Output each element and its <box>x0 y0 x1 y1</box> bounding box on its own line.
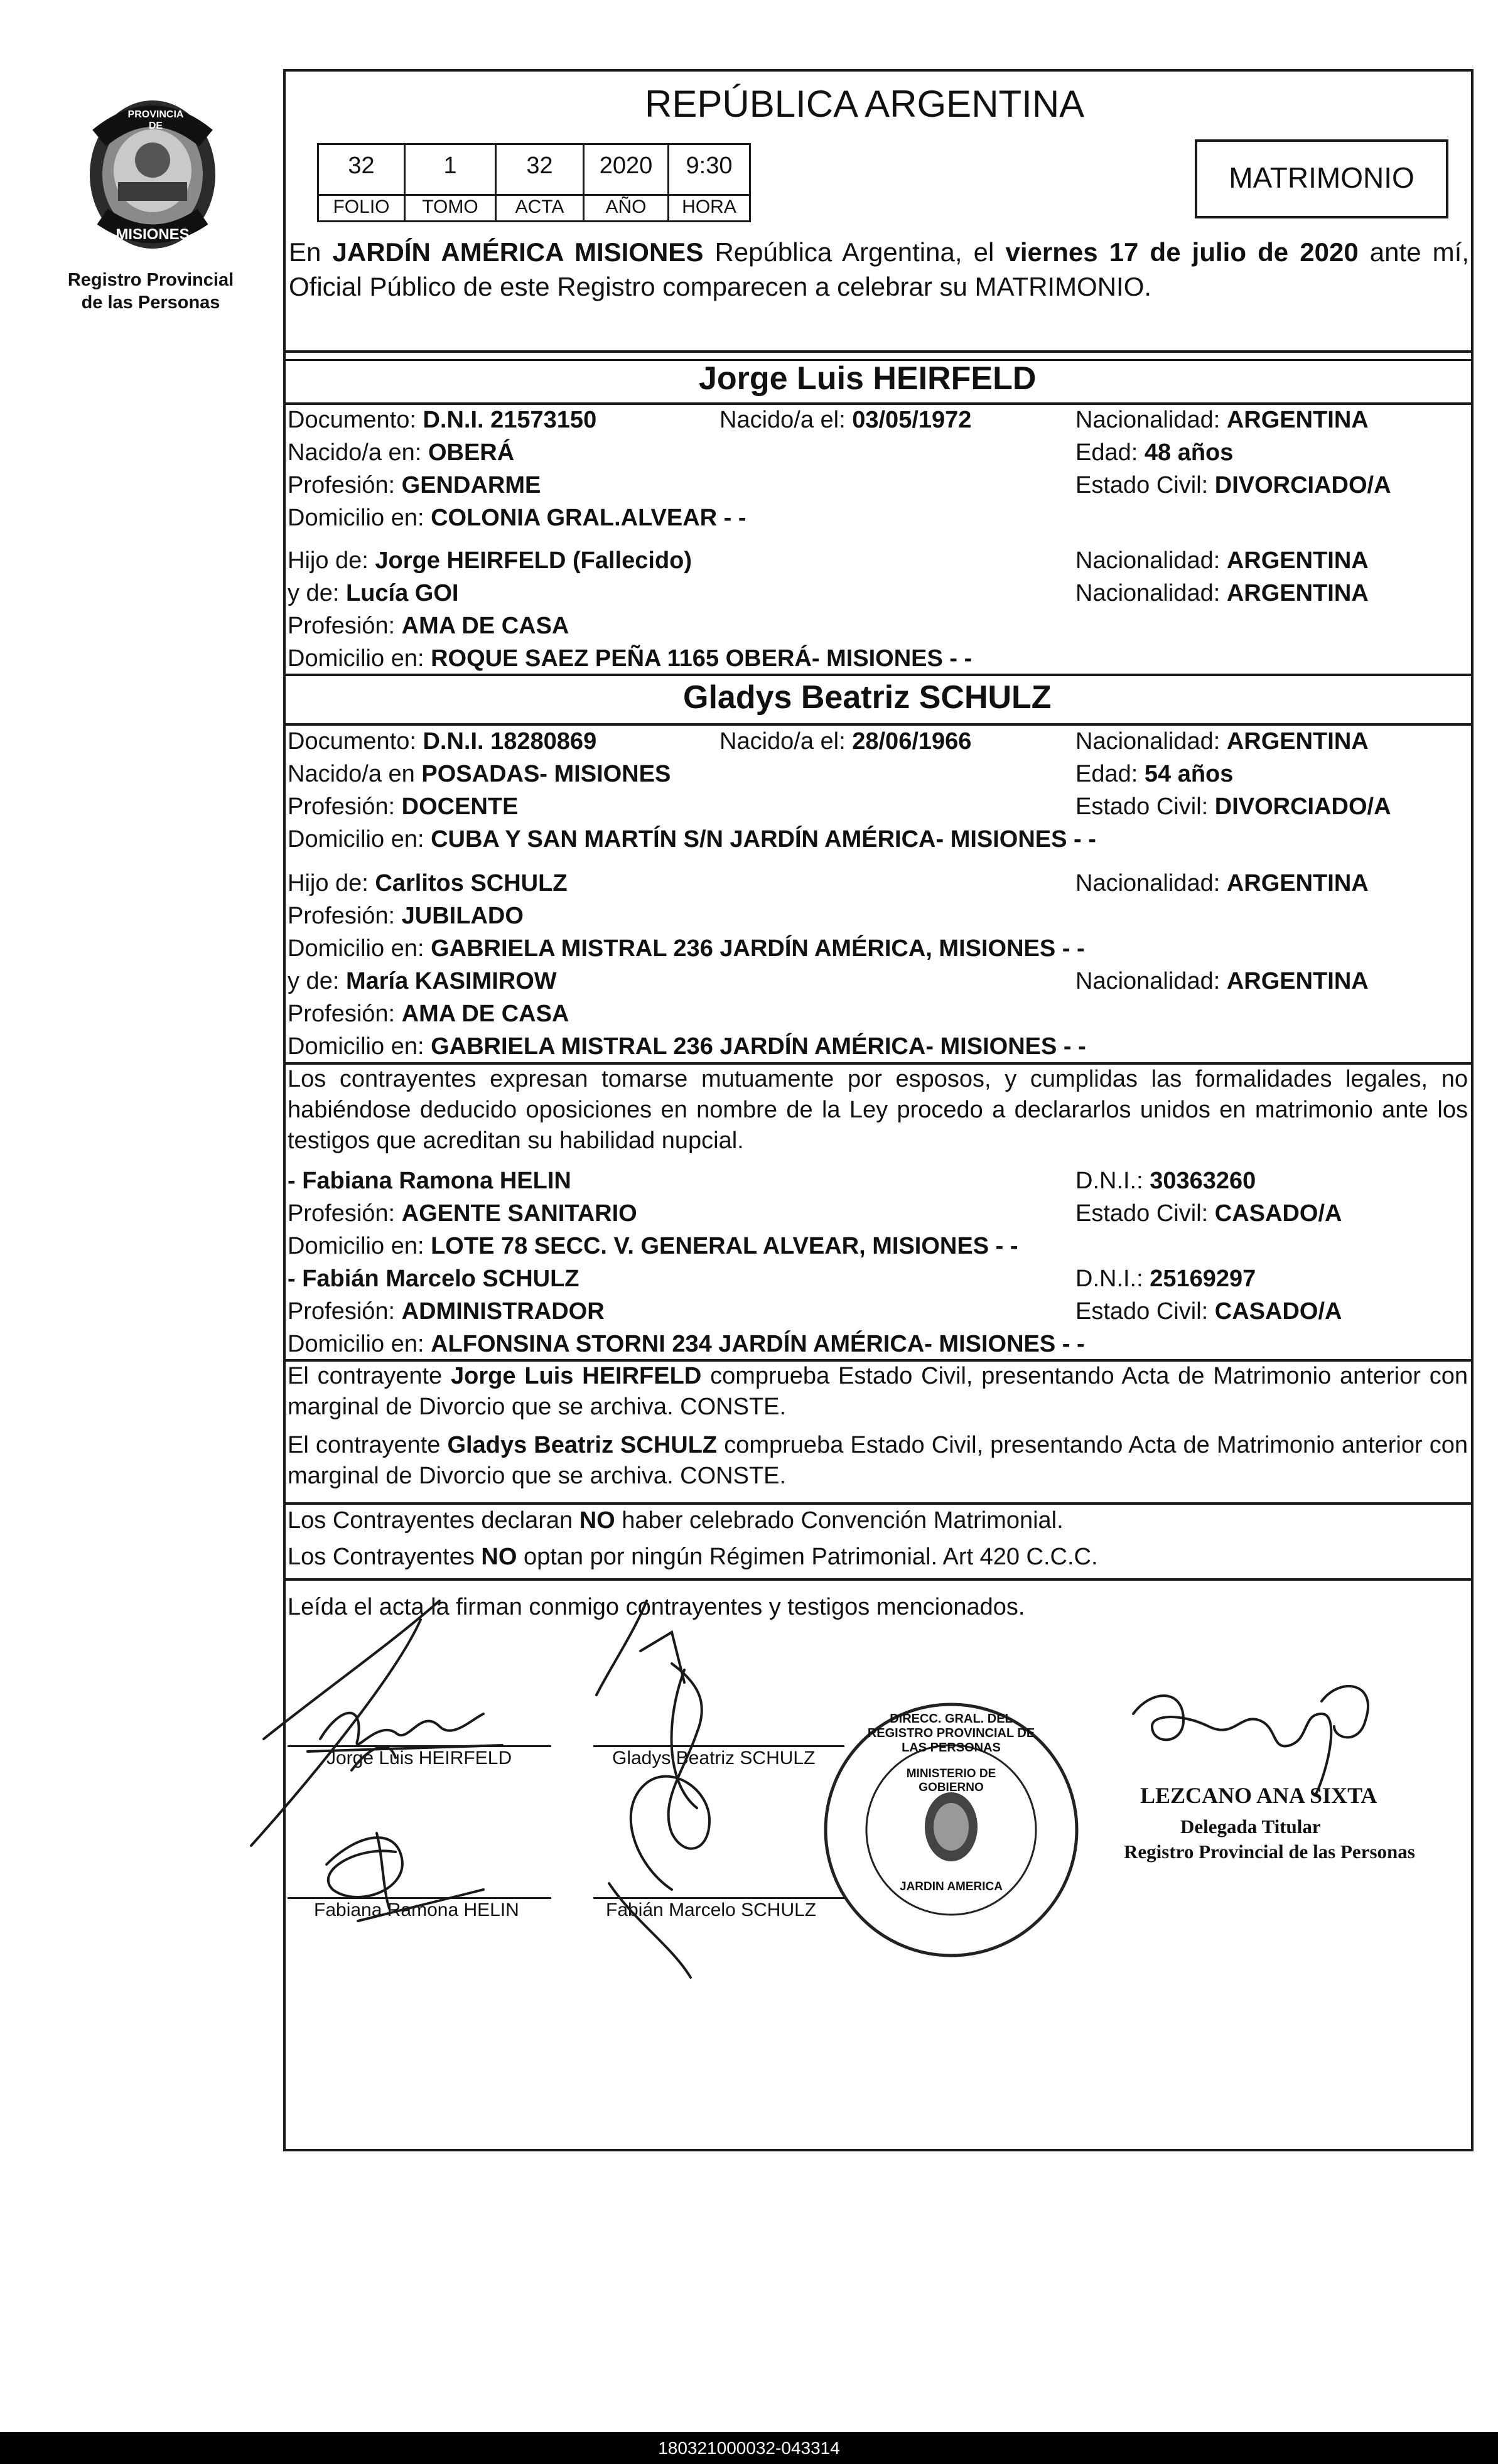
spouse2-name: Gladys Beatriz SCHULZ <box>683 679 1052 716</box>
spouse1-age: Edad: 48 años <box>1075 439 1234 466</box>
province-emblem <box>80 94 225 261</box>
witness1-prof: Profesión: AGENTE SANITARIO <box>288 1200 637 1227</box>
emblem-text-top: PROVINCIA DE <box>127 109 184 131</box>
signature-label-spouse2: Gladys Beatriz SCHULZ <box>612 1748 816 1768</box>
frame-bottom <box>283 2149 1474 2151</box>
spouse2-addr: Domicilio en: CUBA Y SAN MARTÍN S/N JARDÍN AMÉRICA- MISIONES - - <box>288 826 1096 853</box>
spouse1-born: Nacido/a el: 03/05/1972 <box>719 407 972 433</box>
spouse2-father-nat: Nacionalidad: ARGENTINA <box>1075 870 1369 896</box>
divider <box>283 350 1474 353</box>
spouse1-mother: y de: Lucía GOI <box>288 580 459 606</box>
registry-name: Registro Provincial de las Personas <box>67 270 234 313</box>
spouse2-doc: Documento: D.N.I. 18280869 <box>288 728 597 755</box>
note-spouse2: El contrayente Gladys Beatriz SCHULZ comprueba Estado Civil, presentando Acta de Matrimonio anterior con marginal de Divorcio que se archiva. CONSTE. <box>288 1432 1468 1489</box>
spouse2-father: Hijo de: Carlitos SCHULZ <box>288 870 568 896</box>
spouse1-addr: Domicilio en: COLONIA GRAL.ALVEAR - - <box>288 505 746 531</box>
spouse2-born: Nacido/a el: 28/06/1966 <box>719 728 972 755</box>
signature-label-witness2: Fabián Marcelo SCHULZ <box>606 1900 817 1920</box>
spouse2-nat: Nacionalidad: ARGENTINA <box>1075 728 1369 755</box>
emblem-text-bottom: MISIONES <box>116 226 190 243</box>
spouse1-name: Jorge Luis HEIRFELD <box>699 360 1037 397</box>
record-acta: 32 ACTA <box>497 145 585 220</box>
witness2-addr: Domicilio en: ALFONSINA STORNI 234 JARDÍN AMÉRICA- MISIONES - - <box>288 1331 1085 1357</box>
spouse2-mother: y de: María KASIMIROW <box>288 968 557 994</box>
record-folio: 32 FOLIO <box>319 145 406 220</box>
note-spouse1: El contrayente Jorge Luis HEIRFELD comprueba Estado Civil, presentando Acta de Matrimonio anterior con marginal de Divorcio que se archiva. CONSTE. <box>288 1363 1468 1420</box>
registrar-title: Delegada Titular <box>1180 1816 1321 1837</box>
frame-right <box>1471 69 1474 2150</box>
act-type: MATRIMONIO <box>1229 161 1414 194</box>
document-code: 180321000032-043314 <box>0 2432 1498 2464</box>
record-anio: 2020 AÑO <box>585 145 669 220</box>
registrar-name: LEZCANO ANA SIXTA <box>1140 1783 1377 1808</box>
record-hora: 9:30 HORA <box>682 153 736 217</box>
spouse1-mother-nat: Nacionalidad: ARGENTINA <box>1075 580 1369 606</box>
spouse2-father-prof: Profesión: JUBILADO <box>288 903 524 929</box>
record-tomo: 1 TOMO <box>406 145 497 220</box>
closing-text: Leída el acta la firman conmigo contrayentes y testigos mencionados. <box>288 1594 1025 1620</box>
spouse2-mother-nat: Nacionalidad: ARGENTINA <box>1075 968 1369 994</box>
stamp-bottom-text: JARDIN AMERICA <box>900 1880 1003 1893</box>
regime-line2: Los Contrayentes NO optan por ningún Régimen Patrimonial. Art 420 C.C.C. <box>288 1544 1098 1570</box>
divider <box>283 674 1474 676</box>
stamp-outer-text: DIRECC. GRAL. DEL REGISTRO PROVINCIAL DE LAS PERSONAS <box>867 1712 1035 1755</box>
divider <box>283 1578 1474 1581</box>
spouse2-prof: Profesión: DOCENTE <box>288 794 519 820</box>
registrar-office: Registro Provincial de las Personas <box>1124 1841 1415 1863</box>
intro-paragraph: En JARDÍN AMÉRICA MISIONES República Argentina, el viernes 17 de julio de 2020 ante mí, Oficial Público de este Registro comparecen a celebrar su MATRIMONIO. <box>289 237 1470 301</box>
witness2-name: - Fabián Marcelo SCHULZ <box>288 1266 579 1292</box>
declaration-text: Los contrayentes expresan tomarse mutuamente por esposos, y cumplidas las formalidades legales, no habiéndose deducido oposiciones en nombre de la Ley procedo a declararlos unidos en matrimonio ante los testigos que acreditan su habilidad nupcial. <box>288 1066 1468 1154</box>
spouse1-nat: Nacionalidad: ARGENTINA <box>1075 407 1369 433</box>
spouse1-prof: Profesión: GENDARME <box>288 472 541 498</box>
witness1-dni: D.N.I.: 30363260 <box>1075 1168 1256 1194</box>
stamp-inner-text: MINISTERIO DE GOBIERNO <box>906 1767 996 1794</box>
spouse2-birthplace: Nacido/a en POSADAS- MISIONES <box>288 761 671 787</box>
spouse2-age: Edad: 54 años <box>1075 761 1234 787</box>
spouse1-doc: Documento: D.N.I. 21573150 <box>288 407 597 433</box>
spouse1-father-nat: Nacionalidad: ARGENTINA <box>1075 547 1369 574</box>
spouse2-mother-addr: Domicilio en: GABRIELA MISTRAL 236 JARDÍN AMÉRICA- MISIONES - - <box>288 1033 1086 1060</box>
spouse1-civil: Estado Civil: DIVORCIADO/A <box>1075 472 1391 498</box>
spouse1-father: Hijo de: Jorge HEIRFELD (Fallecido) <box>288 547 692 574</box>
witness2-prof: Profesión: ADMINISTRADOR <box>288 1298 605 1325</box>
spouse1-mother-prof: Profesión: AMA DE CASA <box>288 613 569 639</box>
witness1-name: - Fabiana Ramona HELIN <box>288 1168 571 1194</box>
handwritten-signatures <box>232 1595 860 2003</box>
witness2-dni: D.N.I.: 25169297 <box>1075 1266 1256 1292</box>
official-stamp <box>819 1698 1083 1962</box>
spouse1-birthplace: Nacido/a en: OBERÁ <box>288 439 515 466</box>
spouse2-mother-prof: Profesión: AMA DE CASA <box>288 1001 569 1027</box>
witness1-civil: Estado Civil: CASADO/A <box>1075 1200 1342 1227</box>
witness1-addr: Domicilio en: LOTE 78 SECC. V. GENERAL ALVEAR, MISIONES - - <box>288 1233 1018 1259</box>
spouse1-mother-addr: Domicilio en: ROQUE SAEZ PEÑA 1165 OBERÁ- MISIONES - - <box>288 645 973 672</box>
signature-label-witness1: Fabiana Ramona HELIN <box>314 1900 519 1920</box>
regime-line1: Los Contrayentes declaran NO haber celebrado Convención Matrimonial. <box>288 1507 1064 1534</box>
spouse2-civil: Estado Civil: DIVORCIADO/A <box>1075 794 1391 820</box>
act-type-box <box>1195 139 1448 218</box>
spouse2-father-addr: Domicilio en: GABRIELA MISTRAL 236 JARDÍN AMÉRICA, MISIONES - - <box>288 935 1085 962</box>
record-table <box>317 143 751 222</box>
country-title: REPÚBLICA ARGENTINA <box>645 83 1085 125</box>
signature-label-spouse1: Jorge Luis HEIRFELD <box>326 1748 512 1768</box>
witness2-civil: Estado Civil: CASADO/A <box>1075 1298 1342 1325</box>
frame-top <box>284 69 1474 72</box>
